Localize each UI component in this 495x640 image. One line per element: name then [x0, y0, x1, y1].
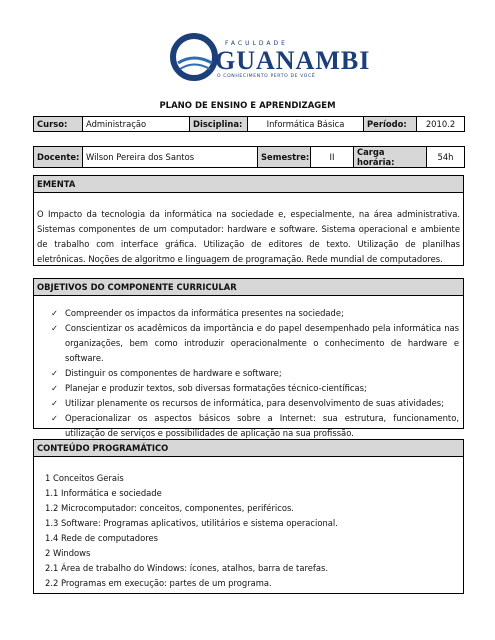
logo-tagline: O CONHECIMENTO PERTO DE VOCÊ — [217, 74, 316, 79]
list-item — [34, 306, 463, 321]
objetivo-text: Compreender os impactos da informática presentes na sociedade; — [65, 308, 344, 318]
list-item: 1.4 Rede de computadores — [45, 533, 158, 543]
carga-label: Carga horária: — [354, 147, 427, 168]
periodo-value: 2010.2 — [417, 117, 465, 132]
ementa-title: EMENTA — [34, 176, 463, 193]
list-item: 1 Conceitos Gerais — [45, 473, 124, 483]
curso-label: Curso: — [34, 117, 83, 132]
list-item: 2.2 Programas em execução: partes de um programa. — [45, 578, 272, 588]
objetivo-text: Conscientizar os acadêmicos da importância e do papel desempenhado pela informática nas organizações, bem como introduzir operacionalmente o conhecimento de hardware e software. — [65, 323, 459, 363]
objetivos-section — [33, 278, 464, 438]
disciplina-value: Informática Básica — [248, 117, 364, 132]
checkmark-icon: ✓ — [51, 323, 59, 333]
logo-emblem-icon — [170, 33, 218, 81]
disciplina-label: Disciplina: — [190, 117, 248, 132]
docente-value: Wilson Pereira dos Santos — [83, 147, 258, 168]
objetivos-list — [34, 296, 463, 441]
docente-label: Docente: — [34, 147, 83, 168]
teacher-info-row — [33, 146, 465, 168]
list-item — [34, 396, 463, 411]
document-title: PLANO DE ENSINO E APRENDIZAGEM — [159, 101, 336, 111]
ementa-text: O Impacto da tecnologia da informática na sociedade e, especialmente, na área administrativa. Sistemas componentes de um computador: hardware e software. Sistema operacional e ambiente de trabalho com interface gráfica. Utilização de editores de texto. Utilização de planilhas eletrônicas. Noções de algoritmo e linguagem de programação. Rede mundial de computadores. — [37, 209, 460, 264]
curso-value: Administração — [83, 117, 190, 132]
ementa-section — [33, 175, 464, 266]
objetivo-text: Utilizar plenamente os recursos de informática, para desenvolvimento de suas atividades; — [65, 398, 444, 408]
checkmark-icon: ✓ — [51, 308, 59, 318]
checkmark-icon: ✓ — [51, 383, 59, 393]
checkmark-icon: ✓ — [51, 368, 59, 378]
logo-brand: GUANAMBI — [215, 46, 371, 75]
periodo-label: Período: — [364, 117, 417, 132]
conteudo-section — [33, 439, 464, 594]
conteudo-title: CONTEÚDO PROGRAMÁTICO — [34, 440, 463, 457]
list-item — [34, 381, 463, 396]
course-info-row — [33, 116, 465, 132]
faculdade-guanambi-logo — [170, 33, 371, 83]
list-item: 1.1 Informática e sociedade — [45, 488, 162, 498]
semestre-label: Semestre: — [258, 147, 311, 168]
carga-value: 54h — [427, 147, 465, 168]
list-item: 2 Windows — [45, 548, 91, 558]
objetivo-text: Planejar e produzir textos, sob diversas formatações técnico-científicas; — [65, 383, 367, 393]
list-item: 1.3 Software: Programas aplicativos, utilitários e sistema operacional. — [45, 518, 338, 528]
conteudo-list — [34, 457, 463, 591]
objetivo-text: Distinguir os componentes de hardware e software; — [65, 368, 282, 378]
list-item — [34, 366, 463, 381]
logo-faculdade-label: FACULDADE — [225, 40, 288, 47]
list-item — [34, 321, 463, 366]
list-item — [34, 411, 463, 441]
checkmark-icon: ✓ — [51, 398, 59, 408]
checkmark-icon: ✓ — [51, 413, 59, 423]
list-item: 2.1 Área de trabalho do Windows: ícones, atalhos, barra de tarefas. — [45, 563, 328, 573]
list-item: 1.2 Microcomputador: conceitos, componentes, periféricos. — [45, 503, 294, 513]
semestre-value: II — [311, 147, 354, 168]
objetivo-text: Operacionalizar os aspectos básicos sobre a Internet: sua estrutura, funcionamento, utilização de serviços e possibilidades de aplicação na sua profissão. — [65, 413, 459, 438]
objetivos-title: OBJETIVOS DO COMPONENTE CURRICULAR — [34, 279, 463, 296]
